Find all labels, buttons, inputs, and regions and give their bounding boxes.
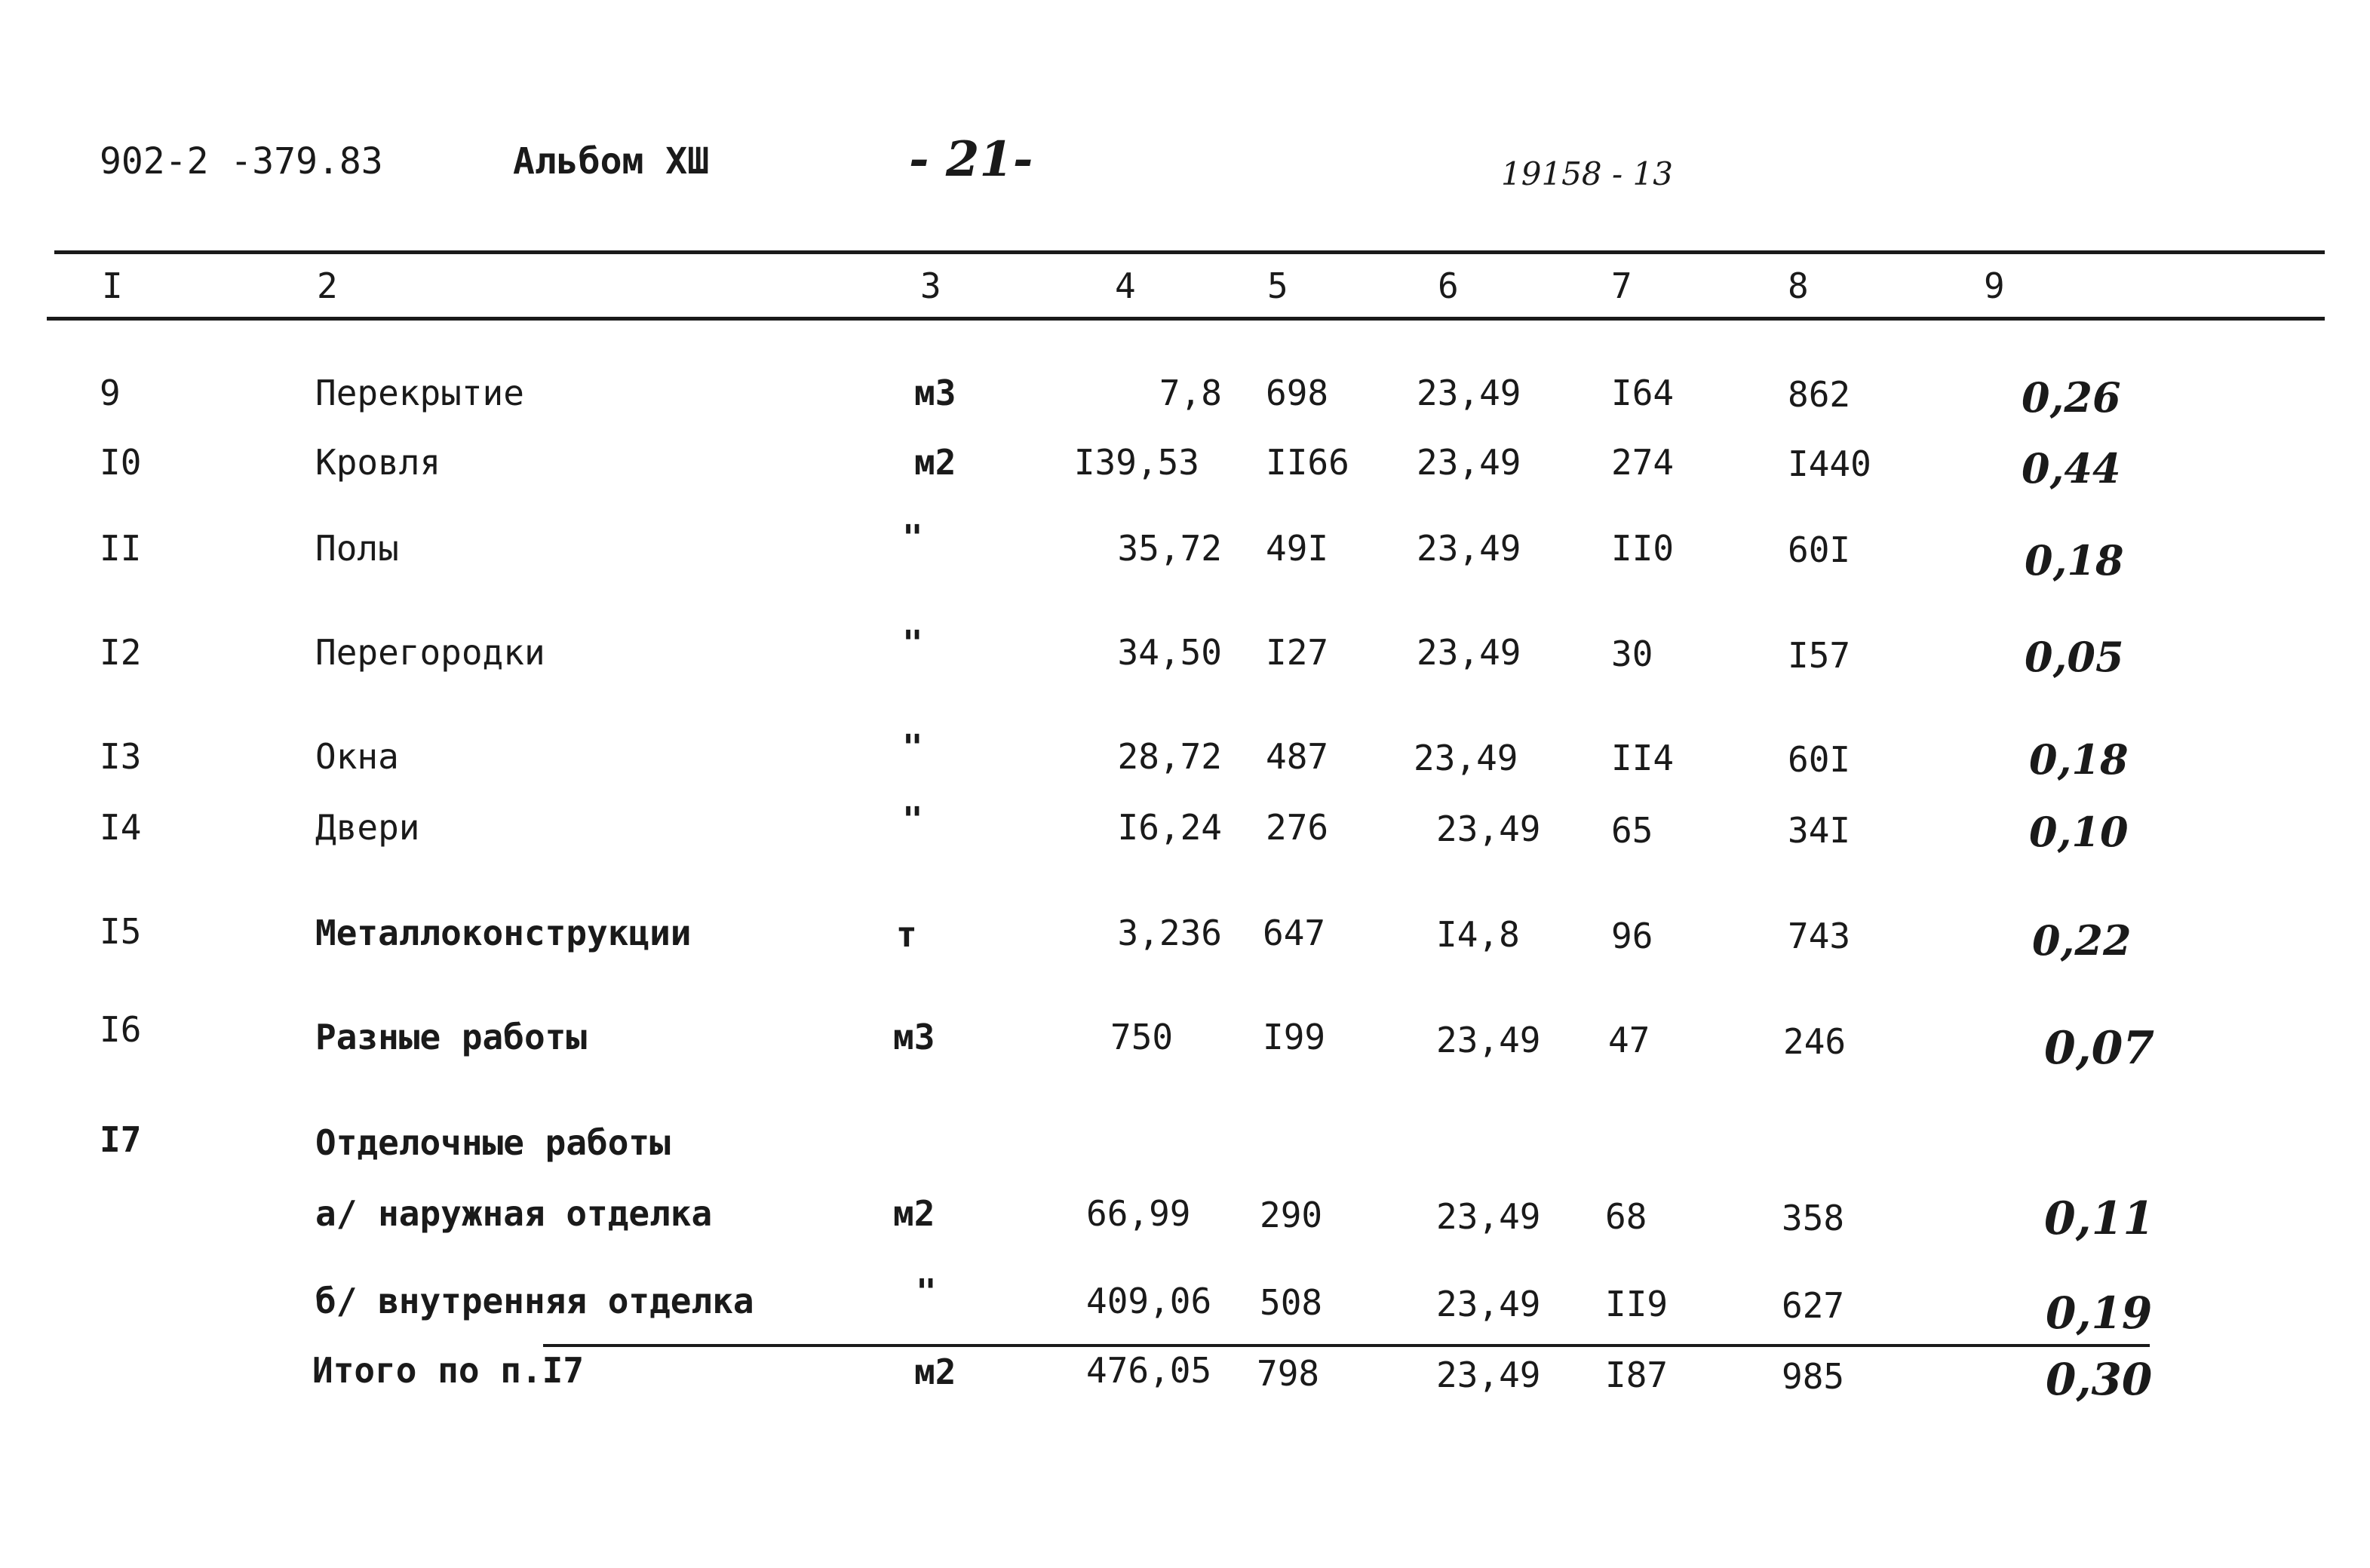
row-col8: 246 [1783,1021,1847,1062]
row-col5: I27 [1266,632,1329,673]
row-name: Кровля [315,442,441,483]
row-name: Отделочные работы [315,1122,671,1163]
column-header: 6 [1438,265,1459,306]
column-header: 9 [1984,265,2005,306]
row-unit: м2 [893,1193,935,1234]
stamp-number: 19158 - 13 [1501,155,1673,192]
row-col8: 34I [1788,810,1851,851]
row-unit: м3 [893,1017,935,1057]
column-header: 8 [1788,265,1809,306]
row-col8: 358 [1782,1198,1845,1238]
row-quantity: I39,53 [1073,442,1199,483]
row-col6: 23,49 [1436,1196,1541,1237]
row-col8: 743 [1788,916,1851,956]
row-col5: II66 [1266,442,1349,483]
row-col5: 49I [1266,528,1329,569]
row-col7: 47 [1608,1020,1650,1060]
row-col6: 23,49 [1414,738,1518,778]
row-col7: 274 [1611,442,1675,483]
row-col9-handwritten: 0,19 [2046,1287,2153,1339]
row-name: Полы [315,528,399,569]
row-number: I3 [100,736,142,777]
row-col9-handwritten: 0,22 [2032,916,2132,965]
document-code: 902-2 -379.83 [100,140,383,183]
row-col6: 23,49 [1436,1020,1541,1060]
row-name: Итого по п.I7 [312,1350,585,1391]
row-col5: 698 [1266,373,1329,413]
row-unit-ditto: " [902,727,923,768]
row-quantity: 28,72 [1117,736,1222,777]
row-quantity: 35,72 [1117,528,1222,569]
row-unit-ditto: " [902,623,923,664]
row-col8: I440 [1788,443,1871,484]
row-unit: м3 [914,373,956,413]
row-quantity: 3,236 [1117,913,1222,953]
row-quantity: 476,05 [1086,1350,1212,1391]
row-col5: 276 [1266,807,1329,848]
row-name: Окна [315,736,399,777]
row-col6: I4,8 [1436,914,1520,955]
row-number: II [100,528,142,569]
row-quantity: 409,06 [1086,1281,1212,1321]
row-col6: 23,49 [1436,809,1541,849]
row-number: I6 [100,1009,142,1050]
row-col6: 23,49 [1417,442,1521,483]
row-col7: 30 [1611,634,1653,674]
row-col9-handwritten: 0,10 [2029,808,2129,856]
page-number: - 21- [909,131,1033,188]
row-col7: II4 [1611,738,1675,778]
column-header: 5 [1267,265,1288,306]
row-col8: 985 [1782,1356,1845,1397]
row-col8: 862 [1788,374,1851,415]
table-top-rule [54,250,2325,254]
row-col9-handwritten: 0,18 [2025,536,2124,585]
row-unit: т [896,914,917,955]
row-name: а/ наружная отделка [315,1193,713,1234]
album-label: Альбом XШ [513,140,710,183]
row-col5: 508 [1260,1282,1323,1323]
row-col9-handwritten: 0,07 [2044,1022,2155,1075]
row-col5: 290 [1260,1195,1323,1235]
row-unit: м2 [914,442,956,483]
row-quantity: I6,24 [1117,807,1222,848]
row-name: Перекрытие [315,373,524,413]
row-col5: 798 [1257,1353,1320,1394]
row-unit: м2 [914,1352,956,1392]
row-col7: I87 [1605,1355,1669,1395]
row-col6: 23,49 [1417,373,1521,413]
row-name: Металлоконструкции [315,913,692,953]
row-col7: II9 [1605,1284,1669,1324]
row-name: Перегородки [315,632,545,673]
row-col7: II0 [1611,528,1675,569]
row-col8: 60I [1788,529,1851,570]
column-header: 4 [1115,265,1136,306]
row-name: Двери [315,807,420,848]
row-col5: I99 [1263,1017,1326,1057]
column-header: 7 [1611,265,1632,306]
row-col8: 627 [1782,1285,1845,1326]
row-unit-ditto: " [902,517,923,558]
column-header: 3 [920,265,941,306]
row-name: Разные работы [315,1017,588,1057]
row-quantity: 7,8 [1159,373,1222,413]
row-col7: 65 [1611,810,1653,851]
row-col7: I64 [1611,373,1675,413]
row-col8: I57 [1788,635,1851,676]
row-col6: 23,49 [1417,528,1521,569]
row-number: 9 [100,373,121,413]
row-number: I2 [100,632,142,673]
row-unit-ditto: " [916,1272,937,1312]
row-col6: 23,49 [1436,1355,1541,1395]
row-col9-handwritten: 0,44 [2022,444,2121,492]
column-header: I [102,265,123,306]
row-name: б/ внутренняя отделка [315,1281,754,1321]
subtotal-rule [543,1344,2150,1347]
row-col5: 487 [1266,736,1329,777]
table-header-rule [47,317,2325,321]
row-col9-handwritten: 0,30 [2046,1354,2153,1405]
row-col6: 23,49 [1436,1284,1541,1324]
row-col9-handwritten: 0,11 [2044,1192,2155,1245]
column-header: 2 [317,265,338,306]
row-number: I0 [100,442,142,483]
row-quantity: 66,99 [1086,1193,1191,1234]
row-col6: 23,49 [1417,632,1521,673]
row-col7: 68 [1605,1196,1647,1237]
row-quantity: 34,50 [1117,632,1222,673]
row-col9-handwritten: 0,18 [2029,735,2129,784]
row-col8: 60I [1788,739,1851,780]
row-quantity: 750 [1110,1017,1174,1057]
row-col9-handwritten: 0,26 [2022,373,2121,422]
row-number: I7 [100,1119,142,1160]
row-col9-handwritten: 0,05 [2025,633,2124,681]
row-number: I4 [100,807,142,848]
row-number: I5 [100,911,142,952]
row-unit-ditto: " [902,799,923,840]
row-col5: 647 [1263,913,1326,953]
row-col7: 96 [1611,916,1653,956]
